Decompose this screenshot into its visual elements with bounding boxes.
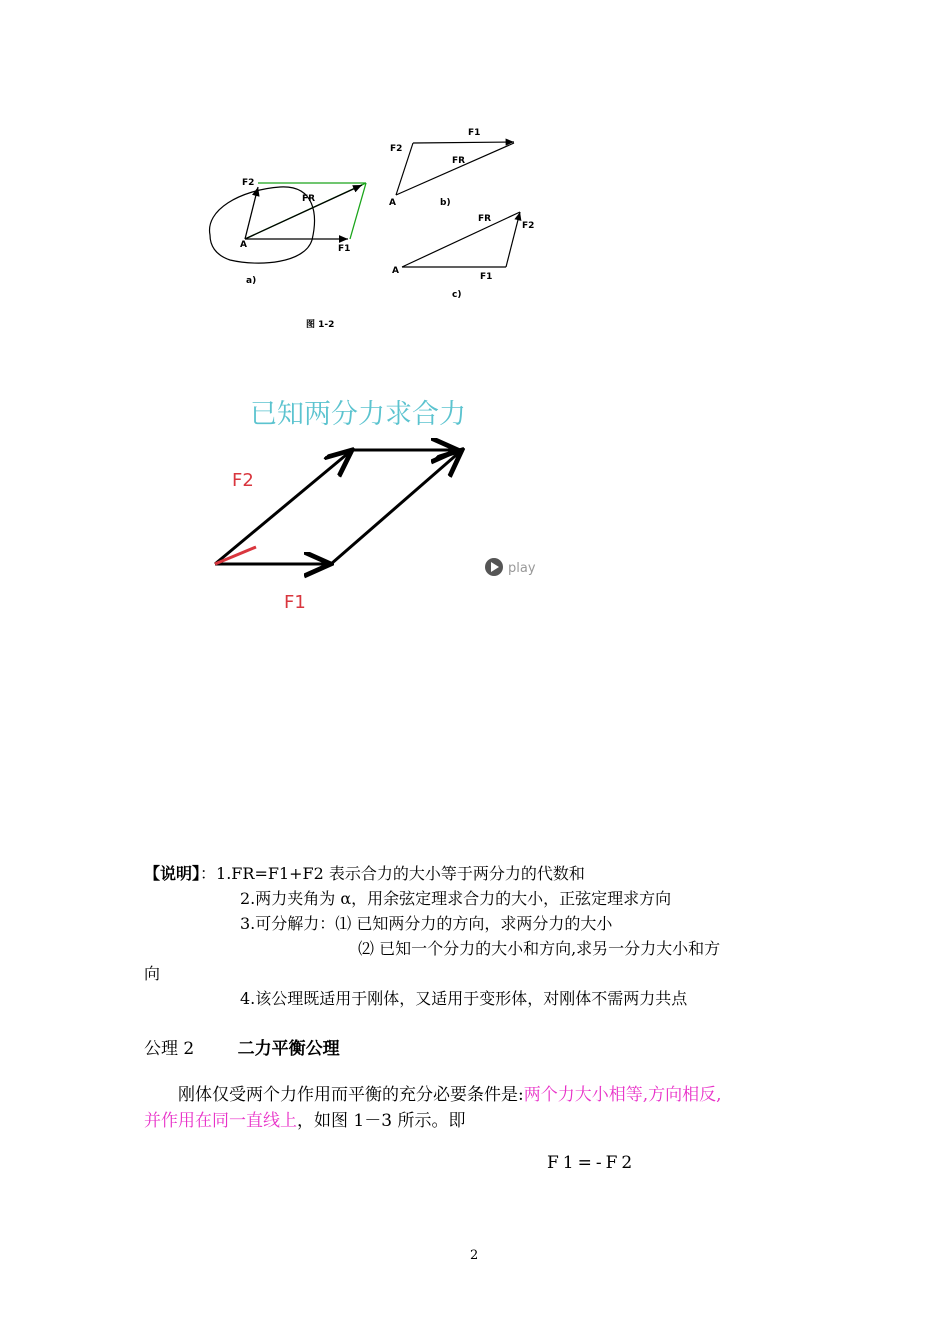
note-line-4-wrap: 向: [144, 964, 161, 983]
fig-c-label-fr: FR: [478, 214, 492, 224]
fig-c-label-a: A: [392, 266, 399, 276]
play-label: play: [508, 561, 536, 576]
fig-c-label-f2: F2: [522, 221, 535, 231]
note-separator: ：: [200, 864, 217, 883]
fig-c-label-f1: F1: [480, 272, 493, 282]
paragraph-text-2: ，如图 1－3 所示。即: [297, 1111, 466, 1131]
axiom-2-number: 公理 2: [144, 1039, 195, 1059]
figure-1-2: [200, 115, 560, 345]
fig-a-caption: a): [246, 276, 257, 286]
animation-title: 已知两分力求合力: [250, 399, 466, 430]
note-line-4: ⑵ 已知一个分力的大小和方向,求另一分力大小和方: [358, 939, 721, 958]
fig-a-label-f2: F2: [242, 178, 255, 188]
play-button[interactable]: [485, 558, 536, 576]
paragraph-line-1: [178, 1080, 722, 1105]
fig-b-label-f1: F1: [468, 128, 481, 138]
animation-label-f1: F1: [284, 592, 306, 613]
paragraph-highlight-2: 并作用在同一直线上: [144, 1111, 297, 1131]
note-line-5: 4.该公理既适用于刚体，又适用于变形体，对刚体不需两力共点: [240, 989, 688, 1008]
figure-1-2-title: 图 1-2: [306, 320, 335, 330]
note-heading: 【说明】: [144, 864, 201, 883]
fig-a-label-fr: FR: [302, 194, 316, 204]
note-text-1: 1.FR=F1+F2 表示合力的大小等于两分力的代数和: [216, 864, 585, 883]
axiom-2-heading: [144, 1034, 340, 1059]
page-number: 2: [470, 1248, 479, 1263]
axiom-2-title: 二力平衡公理: [237, 1039, 340, 1059]
paragraph-text-1: 刚体仅受两个力作用而平衡的充分必要条件是:: [178, 1085, 524, 1105]
fig-b-label-f2: F2: [390, 144, 403, 154]
figure-1-2-b: [389, 128, 514, 208]
note-line-2: 2.两力夹角为 α，用余弦定理求合力的大小，正弦定理求方向: [240, 889, 672, 908]
note-line-3: 3.可分解力：⑴ 已知两分力的方向，求两分力的大小: [240, 914, 613, 933]
fig-b-label-a: A: [389, 198, 396, 208]
fig-a-label-f1: F1: [338, 244, 351, 254]
parallelogram-animation: [200, 385, 560, 625]
figure-1-2-c: [392, 212, 534, 300]
fig-c-caption: c): [452, 290, 462, 300]
animation-label-f2: F2: [232, 470, 254, 491]
figure-1-2-a: [210, 178, 366, 286]
fig-a-label-a: A: [240, 240, 247, 250]
equation: F1=-F2: [547, 1153, 637, 1173]
paragraph-highlight-1: 两个力大小相等,方向相反,: [523, 1085, 722, 1105]
fig-b-label-fr: FR: [452, 156, 466, 166]
note-line-1: [144, 861, 585, 884]
paragraph-line-2: [144, 1106, 465, 1131]
fig-b-caption: b): [440, 198, 451, 208]
